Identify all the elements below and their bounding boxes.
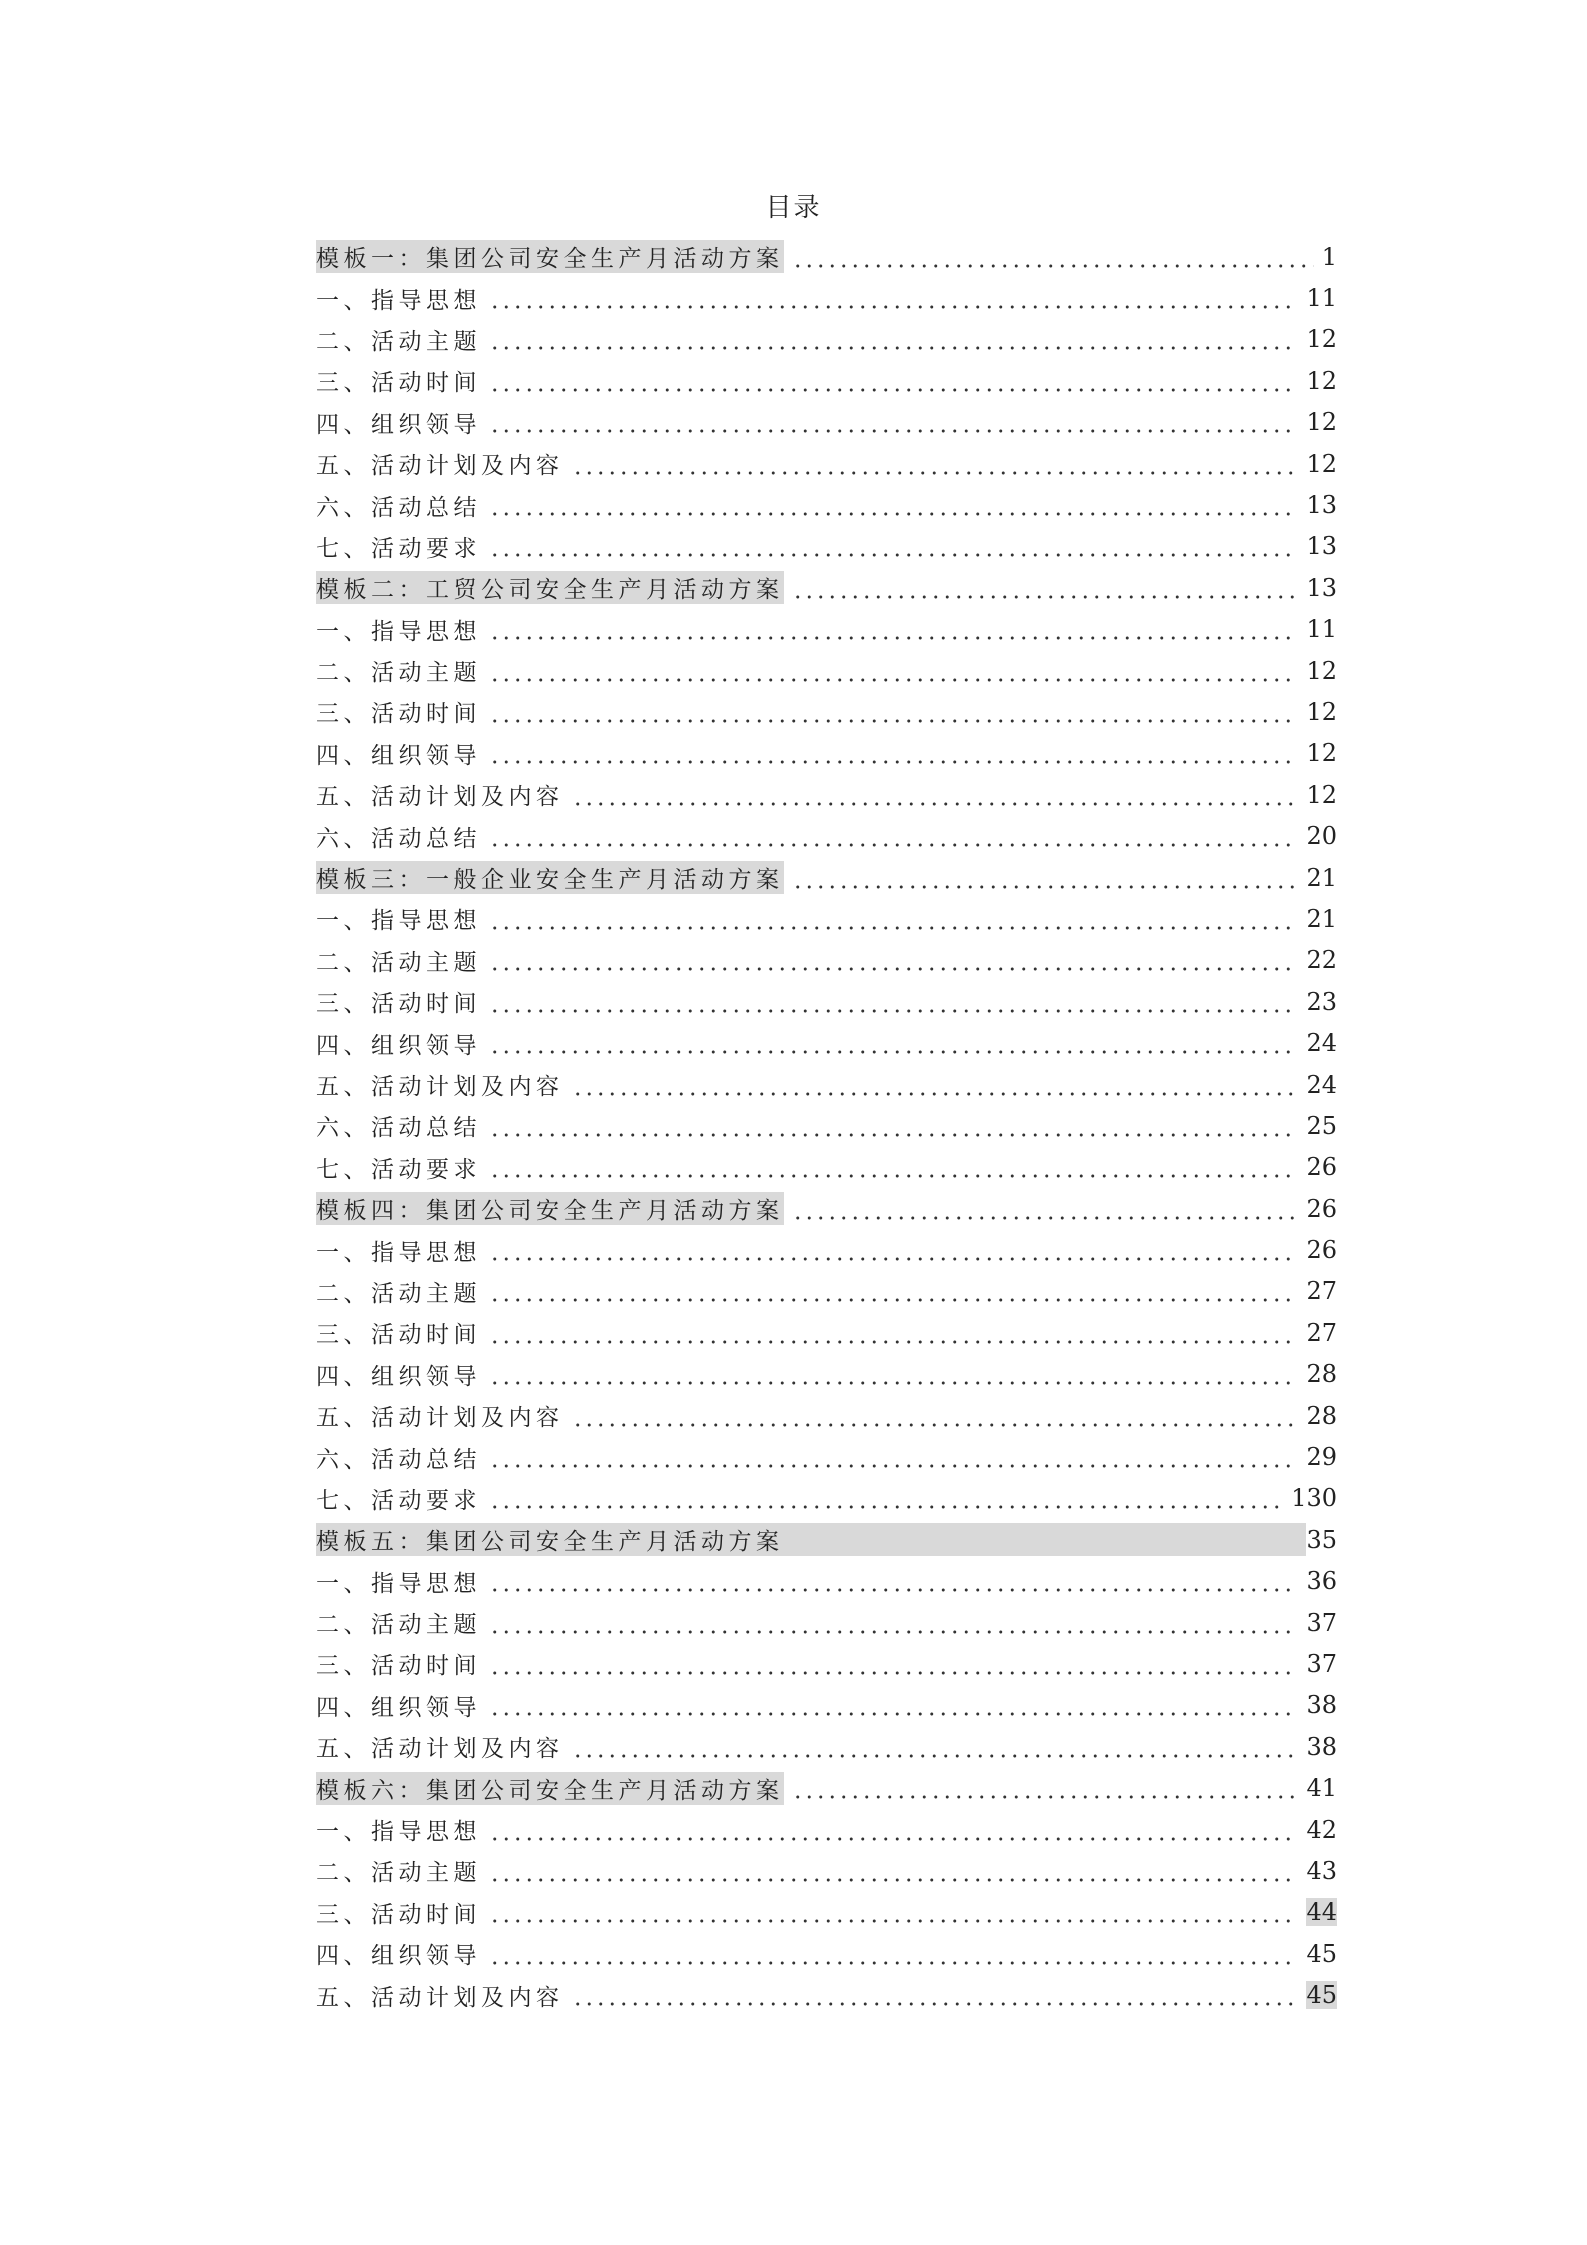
toc-entry-label: 一、指导思想 — [316, 1819, 481, 1846]
toc-entry[interactable] — [316, 981, 1337, 1022]
toc-dot-leader — [489, 948, 1298, 972]
toc-entry-label: 六、活动总结 — [316, 825, 481, 852]
toc-dot-leader — [489, 617, 1298, 641]
toc-page-number: 12 — [1306, 449, 1337, 478]
toc-entry[interactable] — [316, 1726, 1337, 1767]
toc-page-number: 24 — [1306, 1029, 1337, 1058]
toc-dot-leader — [572, 1073, 1299, 1097]
toc-heading-entry[interactable] — [316, 1188, 1337, 1229]
toc-entry-label: 二、活动主题 — [316, 328, 481, 355]
toc-page-number: 26 — [1306, 1153, 1337, 1182]
toc-page-number: 23 — [1306, 987, 1337, 1016]
toc-entry[interactable] — [316, 940, 1337, 981]
toc-entry-label: 二、活动主题 — [316, 660, 481, 687]
toc-page-number: 1 — [1321, 242, 1337, 271]
toc-dot-leader — [792, 245, 1314, 269]
toc-page-number: 45 — [1306, 1939, 1337, 1968]
toc-entry-label: 七、活动要求 — [316, 1487, 481, 1514]
toc-entry[interactable] — [316, 443, 1337, 484]
toc-page-number: 44 — [1306, 1898, 1337, 1927]
toc-entry[interactable] — [316, 360, 1337, 401]
toc-page-number: 12 — [1306, 408, 1337, 437]
toc-entry-label: 模板六：集团公司安全生产月活动方案 — [316, 1772, 784, 1805]
toc-entry[interactable] — [316, 277, 1337, 318]
toc-page-number: 13 — [1306, 491, 1337, 520]
toc-dot-leader — [572, 1735, 1299, 1759]
toc-entry[interactable] — [316, 1354, 1337, 1395]
toc-entry[interactable] — [316, 1561, 1337, 1602]
toc-entry[interactable] — [316, 1395, 1337, 1436]
toc-entry-label: 二、活动主题 — [316, 1612, 481, 1639]
toc-dot-leader — [489, 534, 1298, 558]
toc-dot-leader — [489, 1155, 1298, 1179]
toc-page-number: 12 — [1306, 656, 1337, 685]
toc-entry[interactable] — [316, 1229, 1337, 1270]
toc-heading-entry[interactable] — [316, 1767, 1337, 1808]
toc-entry-label: 三、活动时间 — [316, 991, 481, 1018]
toc-entry-label: 三、活动时间 — [316, 701, 481, 728]
toc-entry-label: 模板三：一般企业安全生产月活动方案 — [316, 861, 784, 894]
toc-dot-leader — [489, 1569, 1298, 1593]
toc-dot-leader — [489, 286, 1298, 310]
toc-page-number: 28 — [1306, 1360, 1337, 1389]
toc-page-number: 25 — [1306, 1111, 1337, 1140]
toc-entry-label: 三、活动时间 — [316, 370, 481, 397]
toc-entry-label: 五、活动计划及内容 — [316, 1405, 564, 1432]
toc-entry[interactable] — [316, 1643, 1337, 1684]
toc-entry-label: 一、指导思想 — [316, 908, 481, 935]
toc-dot-leader — [489, 369, 1298, 393]
toc-page-number: 26 — [1306, 1194, 1337, 1223]
toc-page-number: 11 — [1306, 284, 1337, 313]
toc-entry-label: 模板五：集团公司安全生产月活动方案 — [316, 1523, 1306, 1556]
toc-entry-label: 模板一：集团公司安全生产月活动方案 — [316, 240, 784, 273]
toc-entry[interactable] — [316, 691, 1337, 732]
toc-entry[interactable] — [316, 1147, 1337, 1188]
toc-page-number: 13 — [1306, 573, 1337, 602]
toc-entry[interactable] — [316, 1974, 1337, 2015]
toc-entry[interactable] — [316, 650, 1337, 691]
toc-dot-leader — [489, 824, 1298, 848]
toc-entry-label: 三、活动时间 — [316, 1901, 481, 1928]
toc-dot-leader — [489, 1362, 1298, 1386]
toc-heading-entry[interactable] — [316, 236, 1337, 277]
toc-page-number: 36 — [1306, 1567, 1337, 1596]
toc-dot-leader — [489, 1900, 1298, 1924]
toc-entry[interactable] — [316, 1271, 1337, 1312]
toc-page-number: 130 — [1291, 1484, 1337, 1513]
toc-entry[interactable] — [316, 1892, 1337, 1933]
toc-dot-leader — [572, 1404, 1299, 1428]
toc-page-number: 41 — [1306, 1774, 1337, 1803]
toc-page-number: 21 — [1306, 904, 1337, 933]
toc-entry[interactable] — [316, 1933, 1337, 1974]
toc-dot-leader — [489, 700, 1298, 724]
toc-dot-leader — [489, 410, 1298, 434]
toc-dot-leader — [489, 907, 1298, 931]
toc-entry-label: 三、活动时间 — [316, 1653, 481, 1680]
toc-entry-label: 模板四：集团公司安全生产月活动方案 — [316, 1192, 784, 1225]
toc-entry-label: 二、活动主题 — [316, 1860, 481, 1887]
toc-dot-leader — [489, 1114, 1298, 1138]
toc-entry-label: 五、活动计划及内容 — [316, 453, 564, 480]
toc-page-number: 37 — [1306, 1608, 1337, 1637]
toc-entry[interactable] — [316, 1312, 1337, 1353]
toc-page-number: 22 — [1306, 946, 1337, 975]
toc-entry-label: 四、组织领导 — [316, 1363, 481, 1390]
toc-entry-label: 模板二：工贸公司安全生产月活动方案 — [316, 571, 784, 604]
toc-entry-label: 六、活动总结 — [316, 1115, 481, 1142]
toc-dot-leader — [489, 1279, 1298, 1303]
toc-dot-leader — [792, 1776, 1299, 1800]
toc-page-number: 27 — [1306, 1277, 1337, 1306]
toc-entry-label: 一、指导思想 — [316, 287, 481, 314]
toc-dot-leader — [489, 1693, 1298, 1717]
toc-entry-label: 五、活动计划及内容 — [316, 1074, 564, 1100]
toc-entry-label: 六、活动总结 — [316, 1446, 481, 1473]
toc-entry[interactable] — [316, 733, 1337, 774]
toc-page-number: 38 — [1306, 1732, 1337, 1761]
toc-page-number: 35 — [1306, 1525, 1337, 1554]
toc-dot-leader — [792, 866, 1299, 890]
toc-entry[interactable] — [316, 1064, 1337, 1105]
toc-entry-label: 四、组织领导 — [316, 742, 481, 769]
toc-list — [316, 236, 1337, 2016]
toc-entry-label: 三、活动时间 — [316, 1322, 481, 1349]
toc-entry-label: 四、组织领导 — [316, 1032, 481, 1059]
toc-dot-leader — [489, 1818, 1298, 1842]
toc-dot-leader — [489, 327, 1298, 351]
toc-title: 目录 — [765, 193, 822, 223]
toc-entry-label: 四、组织领导 — [316, 1694, 481, 1721]
toc-dot-leader — [792, 576, 1299, 600]
toc-dot-leader — [489, 990, 1298, 1014]
toc-dot-leader — [572, 783, 1299, 807]
toc-dot-leader — [489, 1321, 1298, 1345]
toc-entry[interactable] — [316, 1602, 1337, 1643]
toc-entry-label: 四、组织领导 — [316, 411, 481, 438]
toc-page-number: 27 — [1306, 1318, 1337, 1347]
toc-dot-leader — [489, 493, 1298, 517]
toc-page-number: 21 — [1306, 863, 1337, 892]
toc-page-number: 45 — [1306, 1981, 1337, 2010]
toc-dot-leader — [489, 1611, 1298, 1635]
toc-entry-label: 一、指导思想 — [316, 1239, 481, 1266]
toc-entry-label: 一、指导思想 — [316, 1570, 481, 1597]
toc-dot-leader — [489, 659, 1298, 683]
toc-heading-entry[interactable] — [316, 567, 1337, 608]
toc-heading-entry[interactable] — [316, 857, 1337, 898]
toc-entry-label: 七、活动要求 — [316, 535, 481, 562]
toc-entry[interactable] — [316, 1685, 1337, 1726]
toc-entry[interactable] — [316, 1022, 1337, 1063]
toc-entry[interactable] — [316, 898, 1337, 939]
toc-page-number: 12 — [1306, 697, 1337, 726]
toc-entry-label: 五、活动计划及内容 — [316, 1984, 564, 2011]
toc-page-number: 24 — [1306, 1070, 1337, 1099]
toc-page-number: 20 — [1306, 822, 1337, 851]
toc-entry[interactable] — [316, 1105, 1337, 1146]
toc-page-number: 26 — [1306, 1236, 1337, 1265]
toc-entry-label: 五、活动计划及内容 — [316, 784, 564, 811]
toc-entry[interactable] — [316, 1809, 1337, 1850]
toc-dot-leader — [489, 1031, 1298, 1055]
toc-entry-label: 二、活动主题 — [316, 1280, 481, 1307]
toc-entry[interactable] — [316, 1850, 1337, 1891]
toc-entry-label: 七、活动要求 — [316, 1156, 481, 1183]
toc-entry-label: 二、活动主题 — [316, 949, 481, 976]
toc-entry-label: 六、活动总结 — [316, 494, 481, 521]
toc-page-number: 12 — [1306, 366, 1337, 395]
toc-entry-label: 一、指导思想 — [316, 618, 481, 645]
toc-page-number: 12 — [1306, 325, 1337, 354]
toc-dot-leader — [489, 1652, 1298, 1676]
toc-page-number: 37 — [1306, 1649, 1337, 1678]
toc-entry[interactable] — [316, 319, 1337, 360]
toc-dot-leader — [572, 452, 1299, 476]
toc-page-number: 28 — [1306, 1401, 1337, 1430]
toc-entry-label: 五、活动计划及内容 — [316, 1736, 564, 1763]
toc-dot-leader — [489, 1238, 1298, 1262]
toc-page-number: 42 — [1306, 1815, 1337, 1844]
toc-entry[interactable] — [316, 1436, 1337, 1477]
toc-entry[interactable] — [316, 609, 1337, 650]
toc-entry-label: 四、组织领导 — [316, 1943, 481, 1970]
toc-dot-leader — [489, 1486, 1283, 1510]
toc-page-number: 43 — [1306, 1856, 1337, 1885]
toc-entry[interactable] — [316, 402, 1337, 443]
toc-dot-leader — [572, 1983, 1299, 2007]
toc-page-number: 13 — [1306, 532, 1337, 561]
toc-entry[interactable] — [316, 774, 1337, 815]
toc-page-number: 29 — [1306, 1443, 1337, 1472]
toc-page-number: 12 — [1306, 780, 1337, 809]
toc-entry[interactable] — [316, 1478, 1337, 1519]
toc-dot-leader — [489, 1942, 1298, 1966]
toc-entry[interactable] — [316, 484, 1337, 525]
toc-entry[interactable] — [316, 815, 1337, 856]
toc-entry[interactable] — [316, 526, 1337, 567]
toc-page-number: 11 — [1306, 615, 1337, 644]
toc-page-number: 12 — [1306, 739, 1337, 768]
toc-dot-leader — [489, 1859, 1298, 1883]
toc-dot-leader — [489, 1445, 1298, 1469]
toc-dot-leader — [792, 1197, 1299, 1221]
toc-page-number: 38 — [1306, 1691, 1337, 1720]
toc-dot-leader — [489, 741, 1298, 765]
toc-heading-entry[interactable] — [316, 1519, 1337, 1560]
